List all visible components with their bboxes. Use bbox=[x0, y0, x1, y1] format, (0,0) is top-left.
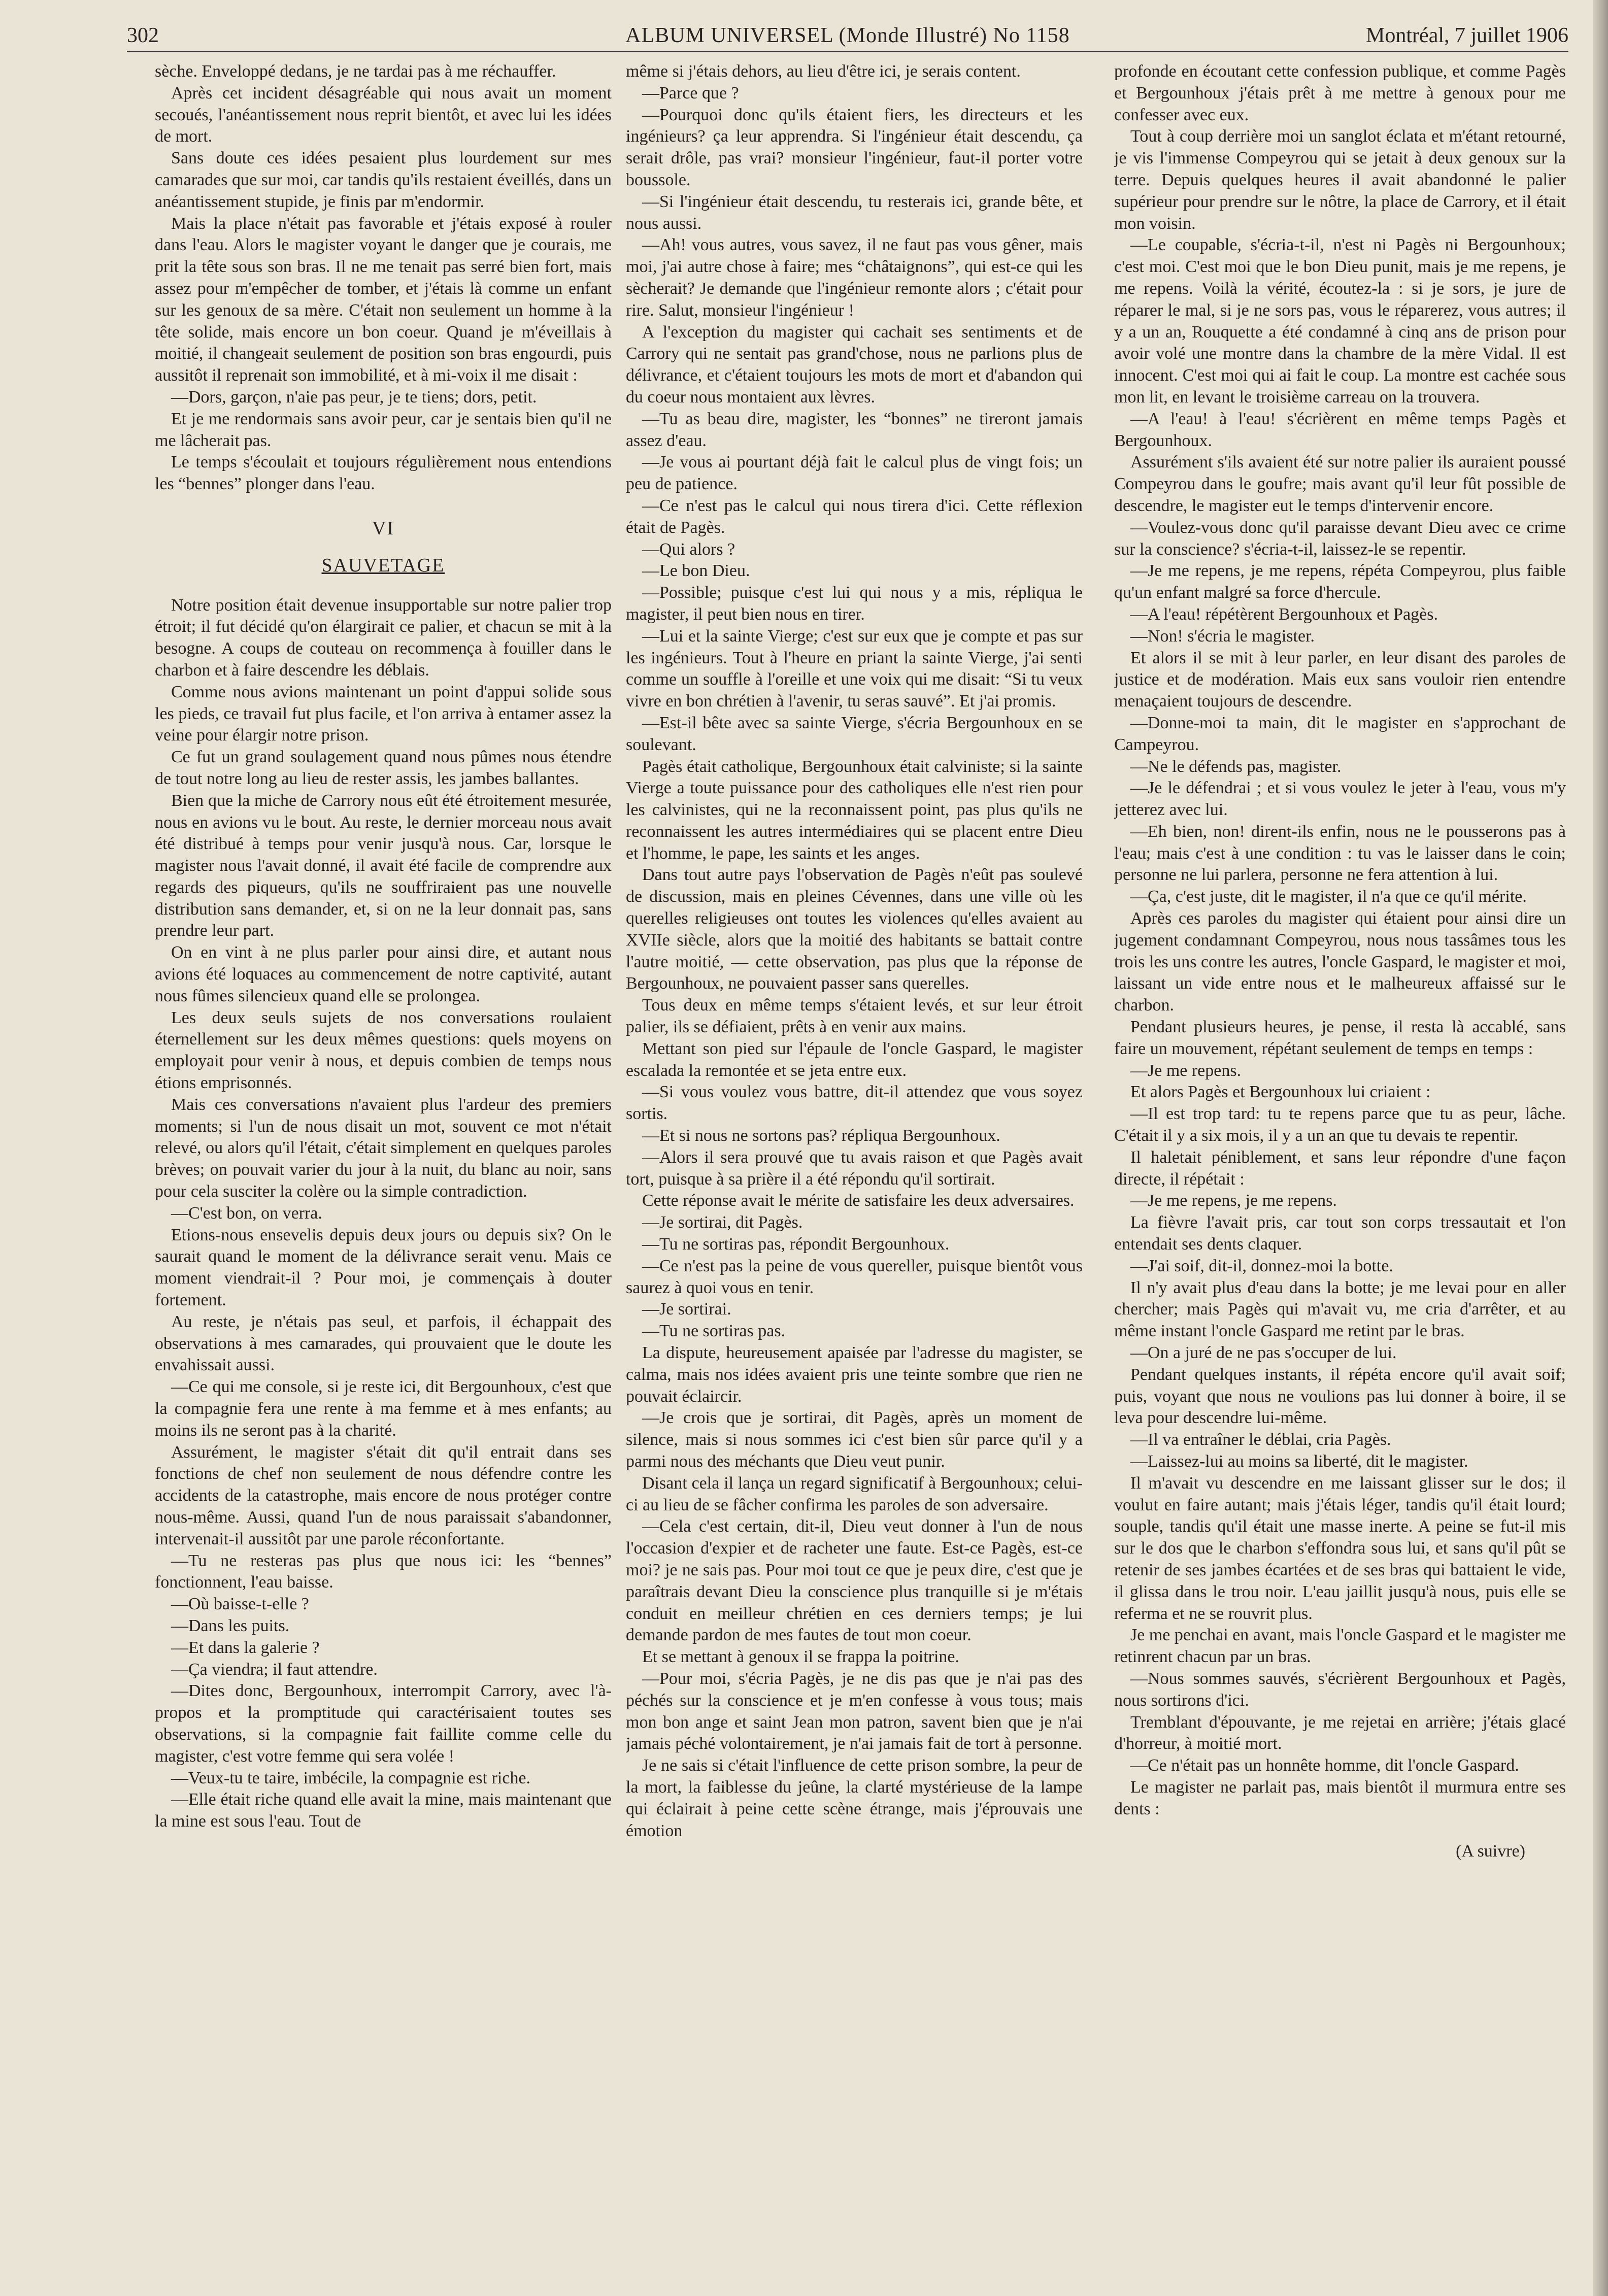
paragraph: Tout à coup derrière moi un sanglot éclata et m'étant retourné, je vis l'immense Compeyrou qui se jetait à deux genoux sur la terre. Depuis quelques heures il avait abandonné le palier supérieur pour prendre sur le nôtre, la place de Carrory, et il était mon voisin. bbox=[1114, 127, 1566, 233]
paragraph: Mais la place n'était pas favorable et j'étais exposé à rouler dans l'eau. Alors le magister voyant le danger que je courais, me prit la tête sous son bras. Il ne me tenait pas serré bien fort, mais assez pour m'empêcher de tomber, et j'étais là comme un enfant sur les genoux de sa mère. C'était non seulement un homme à la tête solide, mais encore un bon coeur. Quand je m'éveillais à moitié, il changeait seulement de position son bras engourdi, puis aussitôt il reprenait son immobilité, et à mi-voix il me disait : bbox=[155, 214, 612, 385]
paragraph: —Et dans la galerie ? bbox=[171, 1638, 320, 1657]
paragraph: Tremblant d'épouvante, je me rejetai en arrière; j'étais glacé d'horreur, à moitié mort. bbox=[1114, 1712, 1566, 1753]
header-rule bbox=[127, 51, 1568, 52]
paragraph: Dans tout autre pays l'observation de Pagès n'eût pas soulevé de discussion, mais en pleines Cévennes, dans une ville où les querelles religieuses ont toutes les violences qu'elles avaient au XVIIe siècle, alors que la moitié des habitants se battait contre l'autre moitié, — cette observation, pas plus que la réponse de Bergounhoux, ne pouvaient passer sans querelles. bbox=[626, 865, 1083, 993]
issue-date: Montréal, 7 juillet 1906 bbox=[1366, 24, 1568, 47]
paragraph: —On a juré de ne pas s'occuper de lui. bbox=[1130, 1343, 1397, 1363]
paragraph: —Dors, garçon, n'aie pas peur, je te tiens; dors, petit. bbox=[171, 387, 537, 407]
column-1 bbox=[155, 61, 612, 2264]
paragraph: Le magister ne parlait pas, mais bientôt il murmura entre ses dents : bbox=[1114, 1777, 1566, 1818]
paragraph: —Tu ne sortiras pas, répondit Bergounhoux. bbox=[642, 1235, 950, 1254]
paragraph: —Ça, c'est juste, dit le magister, il n'a que ce qu'il mérite. bbox=[1130, 887, 1527, 906]
paragraph: Notre position était devenue insupportable sur notre palier trop étroit; il fut décidé qu'on élargirait ce palier, et chacun se mit à la besogne. A coups de couteau on recommença à fouiller dans le charbon et à faire descendre les déblais. bbox=[155, 595, 612, 680]
paragraph: —Ce qui me console, si je reste ici, dit Bergounhoux, c'est que la compagnie fera une rente à ma femme et à mes enfants; au moins ils ne seront pas à la charité. bbox=[155, 1377, 612, 1440]
page-header bbox=[127, 23, 1568, 52]
paragraph: —Je vous ai pourtant déjà fait le calcul plus de vingt fois; un peu de patience. bbox=[626, 453, 1083, 494]
paragraph: Les deux seuls sujets de nos conversations roulaient éternellement sur les deux mêmes questions: quels moyens on employait pour venir à nous, et depuis combien de temps nous étions emprisonnés. bbox=[155, 1008, 612, 1093]
publication-title: ALBUM UNIVERSEL (Monde Illustré) No 1158 bbox=[625, 24, 1070, 47]
paragraph: —Tu as beau dire, magister, les “bonnes” ne tireront jamais assez d'eau. bbox=[626, 409, 1083, 450]
paragraph: —Je le défendrai ; et si vous voulez le jeter à l'eau, vous m'y jetterez avec lui. bbox=[1114, 779, 1566, 820]
paragraph: —Je me repens, je me repens. bbox=[1130, 1191, 1337, 1210]
paragraph: —Je sortirai. bbox=[642, 1300, 731, 1319]
paragraph: Disant cela il lança un regard significatif à Bergounhoux; celui-ci au lieu de se fâcher confirma les paroles de son adversaire. bbox=[626, 1473, 1083, 1514]
paragraph: Il haletait péniblement, et sans leur répondre d'une façon directe, il répétait : bbox=[1114, 1147, 1566, 1189]
paragraph: —Ça viendra; il faut attendre. bbox=[171, 1660, 378, 1679]
page-number: 302 bbox=[127, 24, 159, 47]
paragraph: —Tu ne sortiras pas. bbox=[642, 1322, 786, 1341]
paragraph: —A l'eau! à l'eau! s'écrièrent en même temps Pagès et Bergounhoux. bbox=[1114, 409, 1566, 450]
paragraph: —Je me repens, je me repens, répéta Compeyrou, plus faible qu'un enfant malgré sa force d'hercule. bbox=[1114, 561, 1566, 602]
paragraph: Je me penchai en avant, mais l'oncle Gaspard et le magister me retinrent chacun par un bras. bbox=[1114, 1626, 1566, 1667]
paragraph: —Si vous voulez vous battre, dit-il attendez que vous soyez sortis. bbox=[626, 1083, 1083, 1124]
paragraph: Et alors il se mit à leur parler, en leur disant des paroles de justice et de modération. Mais eux sans vouloir rien entendre menaçaient toujours de descendre. bbox=[1114, 648, 1566, 711]
paragraph: Sans doute ces idées pesaient plus lourdement sur mes camarades que sur moi, car tandis qu'ils restaient éveillés, dans un anéantissement stupide, je finis par m'endormir. bbox=[155, 149, 612, 211]
paragraph: Il m'avait vu descendre en me laissant glisser sur le dos; il voulut en faire autant; mais j'étais léger, tandis qu'il était lourd; souple, tandis qu'il était une masse inerte. A peine se fut-il mis sur le dos que le charbon s'effondra sous lui, et sans qu'il pût se retenir de ses jambes écartées et de ses bras qui battaient le vide, il glissa dans le trou noir. L'eau jaillit jusqu'à nous, puis elle se referma et ne se rouvrit plus. bbox=[1114, 1473, 1566, 1623]
paragraph: Mais ces conversations n'avaient plus l'ardeur des premiers moments; si l'un de nous disait un mot, souvent ce mot n'était relevé, ou alors qu'il l'était, c'était simplement en quelques paroles brèves; on pouvait varier du jour à la nuit, du blanc au noir, sans pour cela susciter la colère ou la simple contradiction. bbox=[155, 1095, 612, 1201]
to-be-continued: (A suivre) bbox=[1456, 1841, 1525, 1861]
paragraph: —Elle était riche quand elle avait la mine, mais maintenant que la mine est sous l'eau. Tout de bbox=[155, 1790, 612, 1831]
paragraph: —Lui et la sainte Vierge; c'est sur eux que je compte et pas sur les ingénieurs. Tout à l'heure en priant la sainte Vierge, j'ai senti comme un souffle à l'oreille et une voix qui me disait: “Si tu veux vivre en bon chrétien à l'avenir, tu seras sauvé”. Et j'ai promis. bbox=[626, 626, 1083, 711]
paragraph: —Et si nous ne sortons pas? répliqua Bergounhoux. bbox=[642, 1126, 1000, 1145]
paragraph: sèche. Enveloppé dedans, je ne tardai pas à me réchauffer. bbox=[155, 62, 556, 81]
paragraph: Et se mettant à genoux il se frappa la poitrine. bbox=[642, 1647, 960, 1667]
paragraph: —Pourquoi donc qu'ils étaient fiers, les directeurs et les ingénieurs? ça leur apprendra. Si l'ingénieur était descendu, ça serait drôle, pas vrai? monsieur l'ingénieur, faut-il porter votre boussole. bbox=[626, 105, 1083, 189]
paragraph: Assurément, le magister s'était dit qu'il entrait dans ses fonctions de chef non seulement de nous défendre contre les accidents de la catastrophe, mais encore de nous protéger contre nous-même. Aussi, quand l'un de nous paraissait s'abandonner, intervenait-il aussitôt par une parole réconfortante. bbox=[155, 1442, 612, 1548]
paragraph: —Il va entraîner le déblai, cria Pagès. bbox=[1130, 1430, 1391, 1449]
paragraph: profonde en écoutant cette confession publique, et comme Pagès et Bergounhoux j'étais prêt à me mettre à genoux pour me confesser avec eux. bbox=[1114, 62, 1566, 124]
paragraph: Bien que la miche de Carrory nous eût été étroitement mesurée, nous en avions vu le bout. Au reste, le dernier morceau nous avait été distribué à temps pour venir jusqu'à nous. Car, lorsque le magister nous l'avait donné, il avait été facile de comprendre aux regards des piqueurs, qu'ils ne souffriraient pas une nouvelle distribution sans demander, et, si on ne la leur donnait pas, sans prendre leur part. bbox=[155, 791, 612, 940]
paragraph: Le temps s'écoulait et toujours régulièrement nous entendions les “bennes” plonger dans l'eau. bbox=[155, 453, 612, 494]
paragraph: —Ne le défends pas, magister. bbox=[1130, 757, 1342, 776]
paragraph: Et je me rendormais sans avoir peur, car je sentais bien qu'il ne me lâcherait pas. bbox=[155, 409, 612, 450]
paragraph: même si j'étais dehors, au lieu d'être ici, je serais content. bbox=[626, 62, 1021, 81]
paragraph: —Nous sommes sauvés, s'écrièrent Bergounhoux et Pagès, nous sortirons d'ici. bbox=[1114, 1669, 1566, 1710]
paragraph: —Ah! vous autres, vous savez, il ne faut pas vous gêner, mais moi, j'ai autre chose à faire; mes “châtaignons”, qui est-ce qui les sècherait? Je demande que l'ingénieur remonte alors ; c'était pour rire. Salut, monsieur l'ingénieur ! bbox=[626, 235, 1083, 320]
paragraph: Comme nous avions maintenant un point d'appui solide sous les pieds, ce travail fut plus facile, et l'on arriva à entamer assez la veine pour élargir notre prison. bbox=[155, 682, 612, 745]
paragraph: —Laissez-lui au moins sa liberté, dit le magister. bbox=[1130, 1452, 1468, 1471]
paragraph: Après ces paroles du magister qui étaient pour ainsi dire un jugement condamnant Compeyrou, nous nous tassâmes tous les trois les uns contre les autres, l'oncle Gaspard, le magister et moi, laissant un vide entre nous et le malheureux affaissé sur le charbon. bbox=[1114, 909, 1566, 1015]
paragraph: Mettant son pied sur l'épaule de l'oncle Gaspard, le magister escalada la remontée et se jeta entre eux. bbox=[626, 1039, 1083, 1080]
page-edge-shadow bbox=[1593, 0, 1608, 2296]
paragraph: Tous deux en même temps s'étaient levés, et sur leur étroit palier, ils se défiaient, prêts à en venir aux mains. bbox=[626, 996, 1083, 1037]
paragraph: Et alors Pagès et Bergounhoux lui criaient : bbox=[1130, 1083, 1431, 1102]
paragraph: —Parce que ? bbox=[642, 83, 739, 103]
paragraph: —Tu ne resteras pas plus que nous ici: les “bennes” fonctionnent, l'eau baisse. bbox=[155, 1551, 612, 1592]
paragraph: —Ce n'était pas un honnête homme, dit l'oncle Gaspard. bbox=[1130, 1756, 1519, 1775]
paragraph: —Pour moi, s'écria Pagès, je ne dis pas que je n'ai pas des péchés sur la conscience et je m'en confesse à vous tous; mais mon bon ange et saint Jean mon patron, savent bien que je n'ai jamais péché volontairement, je n'ai jamais fait de tort à personne. bbox=[626, 1669, 1083, 1753]
paragraph: —Non! s'écria le magister. bbox=[1130, 626, 1315, 646]
paragraph: —Ce n'est pas la peine de vous quereller, puisque bientôt vous saurez à quoi vous en tenir. bbox=[626, 1256, 1083, 1297]
chapter-number: VI bbox=[372, 517, 395, 539]
paragraph: Il n'y avait plus d'eau dans la botte; je me levai pour en aller chercher; mais Pagès qui m'avait vu, me cria d'arrêter, et au même instant l'oncle Gaspard me retint par le bras. bbox=[1114, 1278, 1566, 1341]
paragraph: Je ne sais si c'était l'influence de cette prison sombre, la peur de la mort, la faiblesse du jeûne, la clarté mystérieuse de la lampe qui éclairait à peine cette scène étrange, mais j'éprouvais une émotion bbox=[626, 1756, 1083, 1840]
paragraph: —C'est bon, on verra. bbox=[171, 1203, 322, 1223]
paragraph: Pendant quelques instants, il répéta encore qu'il avait soif; puis, voyant que nous ne voulions pas lui donner à boire, il se leva pour descendre lui-même. bbox=[1114, 1365, 1566, 1428]
paragraph: —Je sortirai, dit Pagès. bbox=[642, 1213, 803, 1232]
paragraph: —Le coupable, s'écria-t-il, n'est ni Pagès ni Bergounhoux; c'est moi. C'est moi que le bon Dieu punit, mais je me repens, je me repens. Voilà la vérité, écoutez-la : si je sors, je jure de réparer le mal, si je ne sors pas, vous le réparerez, vous autres; il y a un an, Rouquette a été condamné à cinq ans de prison pour avoir volé une montre dans la chambre de la mère Vidal. Il est innocent. C'est moi qui ai fait le coup. La montre est cachée sous mon lit, en levant le troisième carreau on la trouvera. bbox=[1114, 235, 1566, 407]
paragraph: On en vint à ne plus parler pour ainsi dire, et autant nous avions été loquaces au commencement de notre captivité, autant nous fûmes silencieux quand elle se prolongea. bbox=[155, 943, 612, 1005]
paragraph: —Où baisse-t-elle ? bbox=[171, 1595, 309, 1614]
paragraph: Après cet incident désagréable qui nous avait un moment secoués, l'anéantissement nous reprit bientôt, et avec lui les idées de mort. bbox=[155, 83, 612, 146]
paragraph: —Je me repens. bbox=[1130, 1061, 1242, 1080]
paragraph: —Est-il bête avec sa sainte Vierge, s'écria Bergounhoux en se soulevant. bbox=[626, 713, 1083, 754]
paragraph: Cette réponse avait le mérite de satisfaire les deux adversaires. bbox=[642, 1191, 1075, 1210]
paragraph: —Il est trop tard: tu te repens parce que tu as peur, lâche. C'était il y a six mois, il y a un an que tu devais te repentir. bbox=[1114, 1104, 1566, 1145]
paragraph: —J'ai soif, dit-il, donnez-moi la botte. bbox=[1130, 1256, 1393, 1275]
column-2 bbox=[626, 61, 1083, 2264]
paragraph: —Eh bien, non! dirent-ils enfin, nous ne le pousserons pas à l'eau; mais c'est à une condition : tu vas le laisser dans le coin; personne ne lui parlera, personne ne fera attention à lui. bbox=[1114, 822, 1566, 885]
paragraph: —Voulez-vous donc qu'il paraisse devant Dieu avec ce crime sur la conscience? s'écria-t-il, laissez-le se repentir. bbox=[1114, 518, 1566, 559]
paragraph: —Ce n'est pas le calcul qui nous tirera d'ici. Cette réflexion était de Pagès. bbox=[626, 496, 1083, 537]
paragraph: —Donne-moi ta main, dit le magister en s'approchant de Campeyrou. bbox=[1114, 713, 1566, 754]
paragraph: —Je crois que je sortirai, dit Pagès, après un moment de silence, mais si nous sommes ici c'est bien sûr parce qu'il y a parmi nous des méchants que Dieu veut punir. bbox=[626, 1408, 1083, 1471]
paragraph: Assurément s'ils avaient été sur notre palier ils auraient poussé Compeyrou dans le goufre; mais avant qu'il leur fût possible de descendre, le magister eut le temps d'intervenir encore. bbox=[1114, 453, 1566, 515]
paragraph: —Cela c'est certain, dit-il, Dieu veut donner à l'un de nous l'occasion d'expier et de racheter une faute. Est-ce Pagès, est-ce moi? je ne sais pas. Pour moi tout ce que je peux dire, c'est que je paraîtrais devant Dieu la conscience plus tranquille si je m'étais conduit en meilleur chrétien en ces derniers temps; je lui demande pardon de mes fautes de tout mon coeur. bbox=[626, 1517, 1083, 1645]
paragraph: —Dans les puits. bbox=[171, 1616, 290, 1635]
paragraph: —Qui alors ? bbox=[642, 539, 735, 559]
paragraph: —Possible; puisque c'est lui qui nous y a mis, répliqua le magister, il peut bien nous en tirer. bbox=[626, 583, 1083, 624]
paragraph: —A l'eau! répétèrent Bergounhoux et Pagès. bbox=[1130, 604, 1438, 624]
paragraph: Au reste, je n'étais pas seul, et parfois, il échappait des observations à mes camarades, qui prouvaient que le doute les envahissait aussi. bbox=[155, 1312, 612, 1375]
column-3 bbox=[1114, 61, 1566, 2264]
chapter-title: SAUVETAGE bbox=[321, 554, 445, 576]
paragraph: La fièvre l'avait pris, car tout son corps tressautait et l'on entendait ses dents claquer. bbox=[1114, 1213, 1566, 1254]
paragraph: —Si l'ingénieur était descendu, tu resterais ici, grande bête, et nous aussi. bbox=[626, 192, 1083, 233]
paragraph: —Dites donc, Bergounhoux, interrompit Carrory, avec l'à-propos et la promptitude qui caractérisaient toutes ses observations, si la compagnie fait faillite comme celle du magister, c'est votre femme qui sera volée ! bbox=[155, 1681, 612, 1766]
paragraph: —Le bon Dieu. bbox=[642, 561, 750, 581]
paragraph: Ce fut un grand soulagement quand nous pûmes nous étendre de tout notre long au lieu de rester assis, les jambes ballantes. bbox=[155, 748, 612, 788]
paragraph: La dispute, heureusement apaisée par l'adresse du magister, se calma, mais nos idées avaient pris une teinte sombre que rien ne pouvait éclaircir. bbox=[626, 1343, 1083, 1406]
paragraph: Pendant plusieurs heures, je pense, il resta là accablé, sans faire un mouvement, répétant seulement de temps en temps : bbox=[1114, 1018, 1566, 1058]
paragraph: A l'exception du magister qui cachait ses sentiments et de Carrory qui ne sentait pas grand'chose, nous ne parlions plus de délivrance, et c'étaient toujours les mots de mort et d'abandon qui du coeur nous montaient aux lèvres. bbox=[626, 322, 1083, 407]
paragraph: Etions-nous ensevelis depuis deux jours ou depuis six? On le saurait quand le moment de la délivrance serait venu. Mais ce moment viendrait-il ? Pour moi, je commençais à douter fortement. bbox=[155, 1225, 612, 1310]
paragraph: —Veux-tu te taire, imbécile, la compagnie est riche. bbox=[171, 1768, 531, 1787]
paragraph: Pagès était catholique, Bergounhoux était calviniste; si la sainte Vierge a toute puissance pour des catholiques elle n'est rien pour les calvinistes, qui ne la reconnaissent point, pas plus qu'ils ne reconnaissent les autres intermédiaires qui se placent entre Dieu et l'homme, le pape, les saints et les anges. bbox=[626, 757, 1083, 863]
paragraph: —Alors il sera prouvé que tu avais raison et que Pagès avait tort, puisque à sa prière il a été répondu qu'il sortirait. bbox=[626, 1147, 1083, 1189]
